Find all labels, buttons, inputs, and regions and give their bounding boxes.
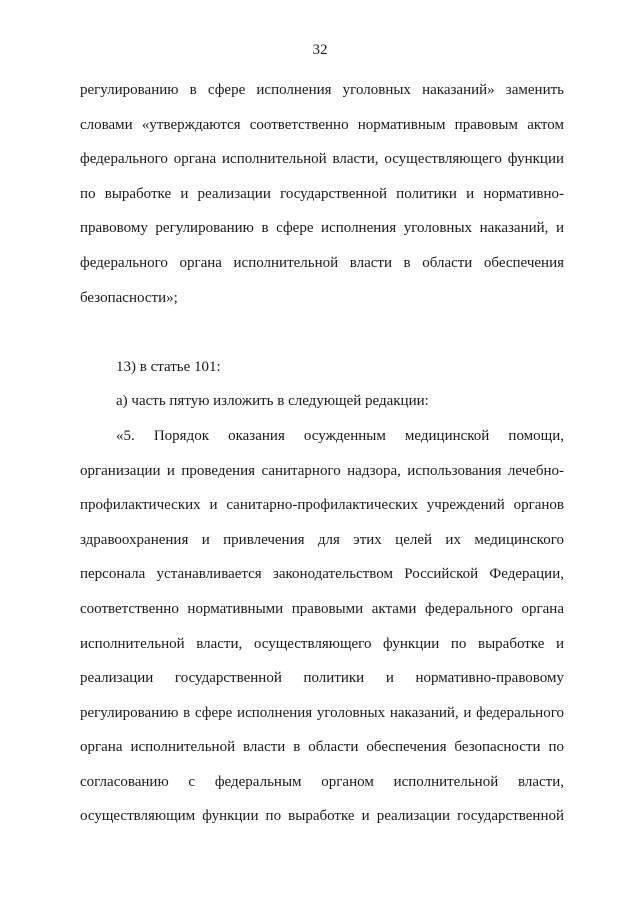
text-line: 13) в статье 101: <box>116 358 221 375</box>
text-line: по выработке и реализации государственной политики и нормативно- <box>80 185 564 202</box>
text-line: исполнительной власти, осуществляющего функции по выработке и <box>80 635 564 652</box>
text-line: осуществляющим функции по выработке и реализации государственной <box>80 808 564 825</box>
text-line: безопасности»; <box>80 289 178 306</box>
text-line: здравоохранения и привлечения для этих целей их медицинского <box>80 531 564 548</box>
text-line: федерального органа исполнительной власти, осуществляющего функции <box>80 151 564 168</box>
text-line: регулированию в сфере исполнения уголовных наказаний, и федерального <box>80 704 564 721</box>
text-line: словами «утверждаются соответственно нормативным правовым актом <box>80 116 564 133</box>
text-line: а) часть пятую изложить в следующей редакции: <box>116 393 429 410</box>
text-line: регулированию в сфере исполнения уголовных наказаний» заменить <box>80 82 564 98</box>
text-line: «5. Порядок оказания осужденным медицинской помощи, <box>116 427 564 444</box>
page-number: 32 <box>312 42 328 58</box>
text-line: органа исполнительной власти в области обеспечения безопасности по <box>80 739 564 756</box>
paragraph-gap <box>80 320 564 355</box>
text-line: правовому регулированию в сфере исполнения уголовных наказаний, и <box>80 220 564 237</box>
text-line: согласованию с федеральным органом исполнительной власти, <box>80 773 564 790</box>
text-line: организации и проведения санитарного надзора, использования лечебно- <box>80 462 564 479</box>
text-line: персонала устанавливается законодательством Российской Федерации, <box>80 566 564 583</box>
text-line: реализации государственной политики и нормативно-правовому <box>80 670 564 687</box>
text-line: соответственно нормативными правовыми актами федерального органа <box>80 600 564 617</box>
text-line: федерального органа исполнительной власти в области обеспечения <box>80 254 564 271</box>
text-line: профилактических и санитарно-профилактических учреждений органов <box>80 497 564 514</box>
document-body <box>80 78 564 839</box>
